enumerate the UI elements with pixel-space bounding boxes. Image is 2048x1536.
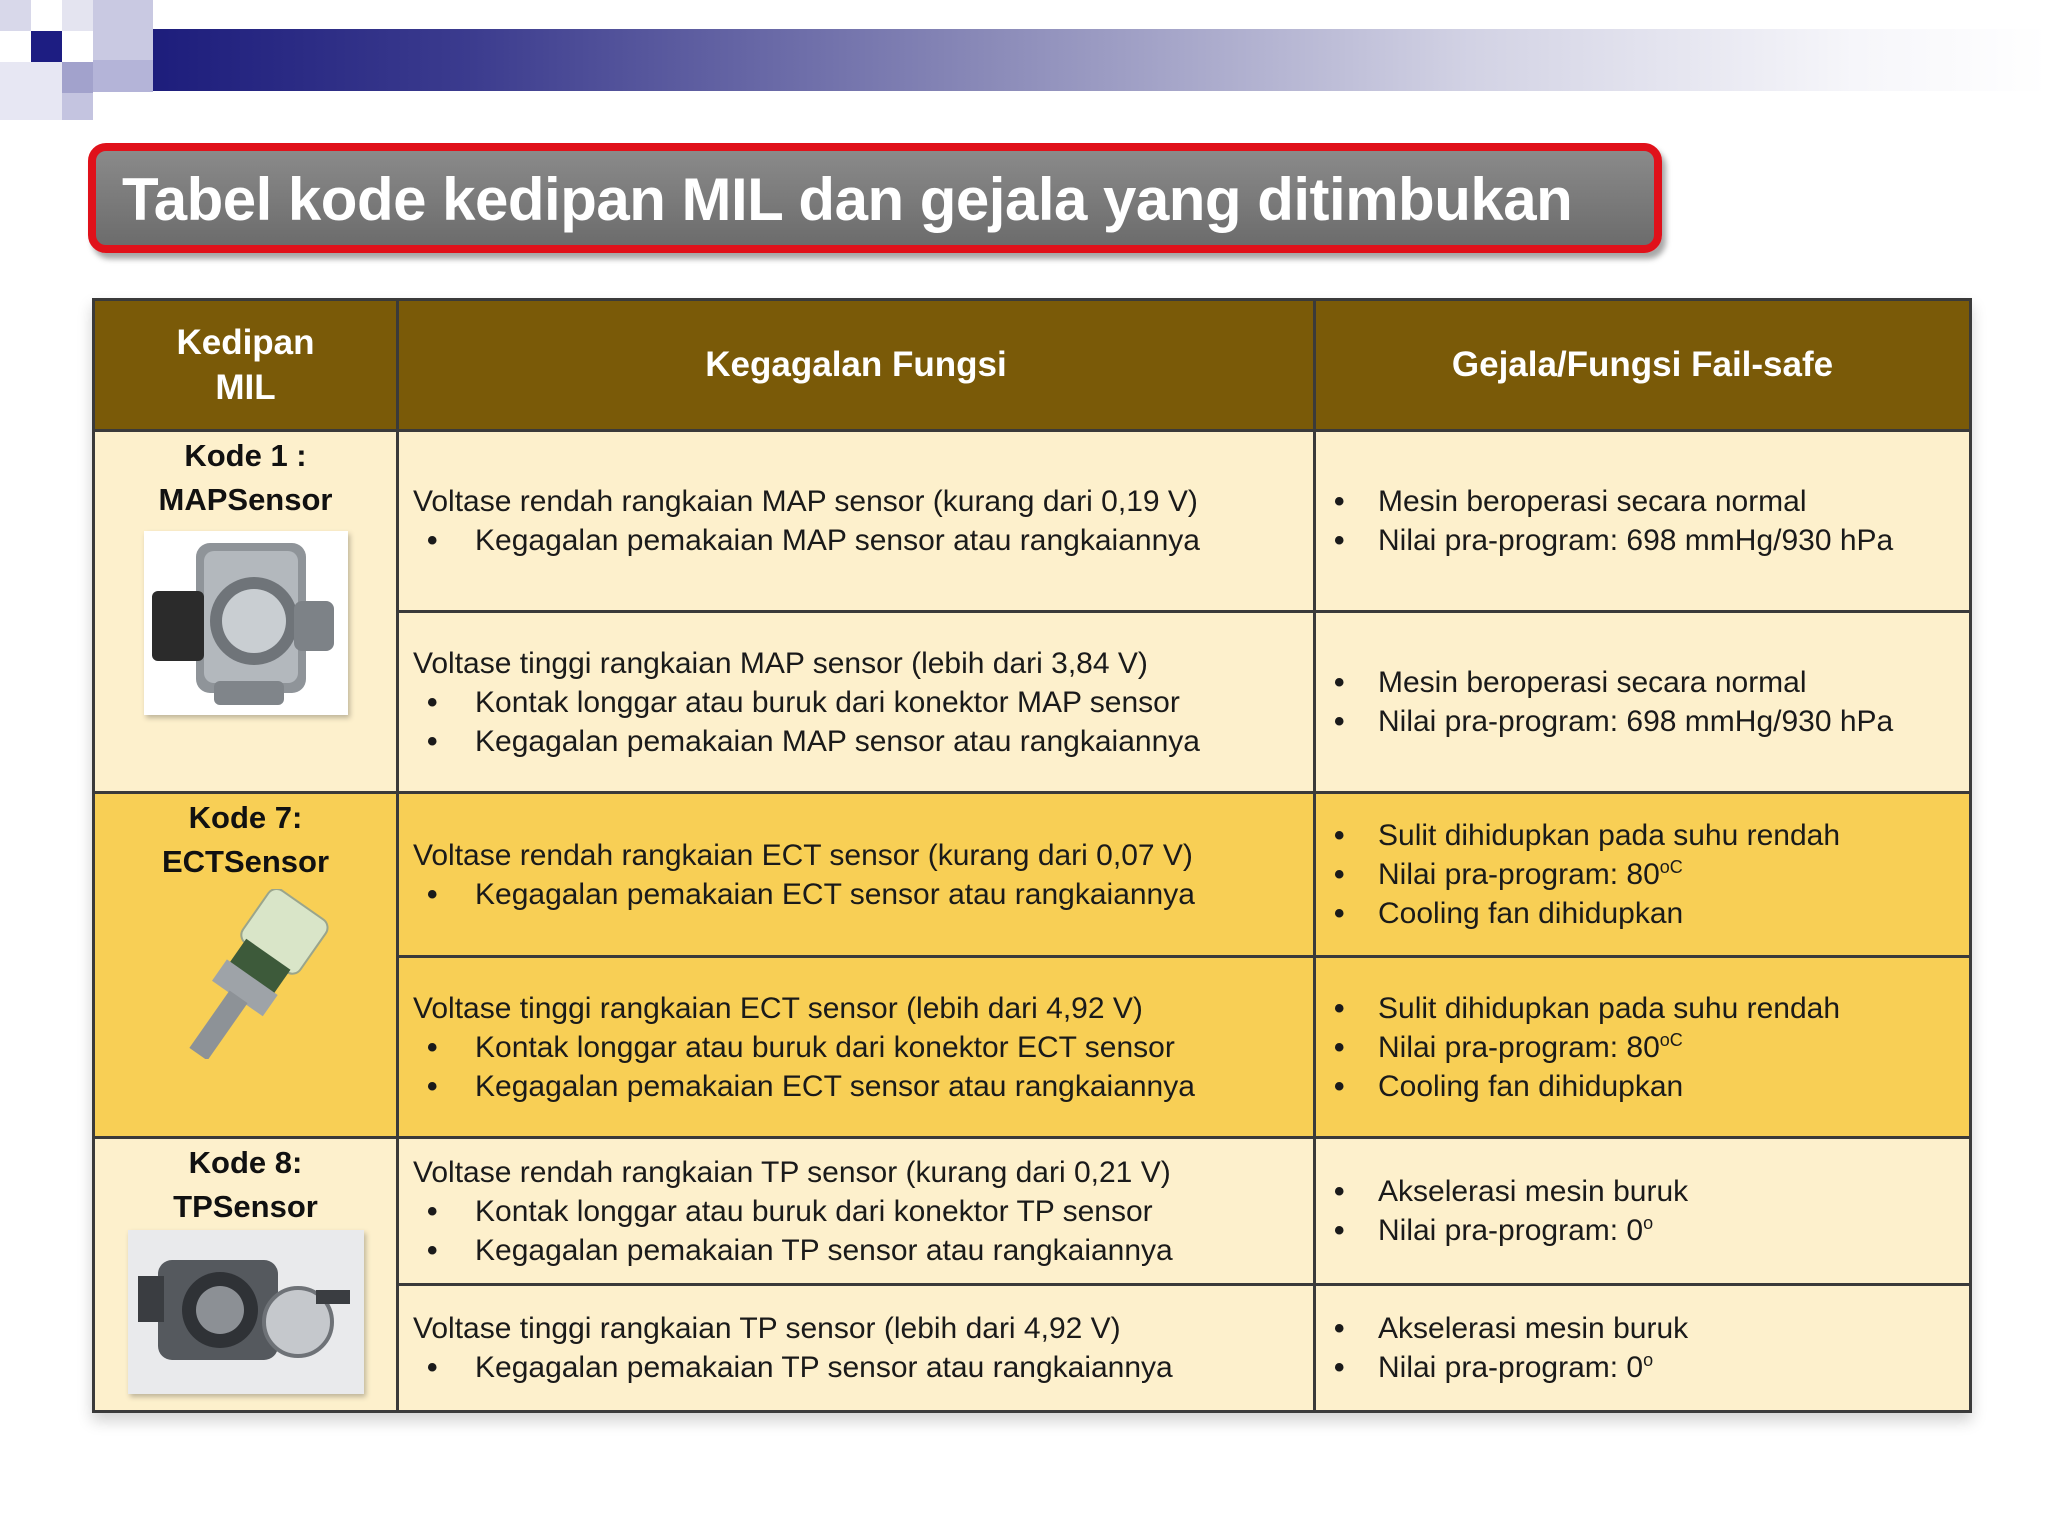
- failure-item: • Kontak longgar atau buruk dari konektor TP sensor: [413, 1192, 1313, 1231]
- symptom-item: • Sulit dihidupkan pada suhu rendah: [1316, 816, 1969, 855]
- symptom-cell: [1315, 1138, 1971, 1285]
- symptom-text: Nilai pra-program: 80: [1378, 858, 1660, 891]
- symptom-list: [1316, 1172, 1969, 1250]
- code-cell-tp: [94, 1138, 398, 1412]
- unit-sup: o: [1643, 1213, 1654, 1233]
- failure-lead: Voltase rendah rangkaian TP sensor (kurang dari 0,21 V): [413, 1155, 1171, 1189]
- symptom-cell: [1315, 1285, 1971, 1412]
- symptom-item: • Mesin beroperasi secara normal: [1316, 663, 1969, 702]
- decor-square: [93, 0, 153, 60]
- sensor-name: MAPSensor: [158, 482, 333, 518]
- failure-cell: [398, 957, 1315, 1138]
- failure-lead: Voltase rendah rangkaian ECT sensor (kurang dari 0,07 V): [413, 838, 1193, 872]
- header-line: Kedipan: [176, 322, 315, 362]
- unit-sup: oC: [1659, 1029, 1683, 1050]
- tp-sensor-image: [128, 1230, 364, 1394]
- unit-sup: o: [1643, 1350, 1654, 1370]
- symptom-item: • Nilai pra-program: 698 mmHg/930 hPa: [1316, 521, 1969, 560]
- failure-list: [413, 1348, 1313, 1387]
- failure-list: [413, 875, 1313, 914]
- decor-square: [0, 62, 62, 120]
- symptom-item: [1316, 1028, 1969, 1067]
- symptom-item: • Sulit dihidupkan pada suhu rendah: [1316, 989, 1969, 1028]
- failure-list: [413, 683, 1313, 761]
- mil-code-table: [92, 298, 1972, 1413]
- symptom-list: [1316, 1309, 1969, 1387]
- decor-square: [62, 62, 93, 93]
- symptom-text: Nilai pra-program: 0: [1378, 1214, 1644, 1247]
- map-sensor-image: [144, 531, 348, 715]
- failure-cell: [398, 431, 1315, 612]
- failure-list: [413, 1028, 1313, 1106]
- failure-lead: Voltase rendah rangkaian MAP sensor (kurang dari 0,19 V): [413, 485, 1198, 518]
- failure-cell: [398, 1138, 1315, 1285]
- slide-title: Tabel kode kedipan MIL dan gejala yang ditimbukan: [122, 166, 1573, 233]
- header-kegagalan-fungsi: Kegagalan Fungsi: [398, 300, 1315, 431]
- failure-lead: Voltase tinggi rangkaian TP sensor (lebih dari 4,92 V): [413, 1312, 1121, 1345]
- failure-lead: Voltase tinggi rangkaian MAP sensor (lebih dari 3,84 V): [413, 646, 1148, 680]
- symptom-item: [1316, 855, 1969, 894]
- decor-square: [62, 0, 93, 31]
- failure-item: • Kegagalan pemakaian TP sensor atau rangkaiannya: [413, 1348, 1313, 1387]
- symptom-text: Nilai pra-program: 0: [1378, 1351, 1644, 1384]
- header-line: MIL: [215, 368, 276, 407]
- decor-square: [31, 31, 62, 62]
- unit-sup: oC: [1659, 857, 1683, 877]
- failure-item: • Kegagalan pemakaian TP sensor atau rangkaiannya: [413, 1231, 1313, 1270]
- title-banner: [88, 143, 1662, 253]
- symptom-list: [1316, 989, 1969, 1106]
- symptom-list: [1316, 482, 1969, 560]
- decor-square: [0, 0, 31, 31]
- symptom-item: • Cooling fan dihidupkan: [1316, 894, 1969, 933]
- failure-item: • Kegagalan pemakaian ECT sensor atau rangkaiannya: [413, 1067, 1313, 1106]
- code-label: Kode 7:: [188, 800, 303, 835]
- failure-list: [413, 1192, 1313, 1270]
- table-row: [94, 1138, 1971, 1285]
- code-cell-map: [94, 431, 398, 793]
- sensor-name: TPSensor: [173, 1189, 318, 1225]
- code-label: Kode 1 :: [184, 438, 307, 473]
- failure-item: • Kegagalan pemakaian MAP sensor atau rangkaiannya: [413, 521, 1313, 560]
- failure-list: [413, 521, 1313, 560]
- header-gejala-fail-safe: Gejala/Fungsi Fail-safe: [1315, 300, 1971, 431]
- header-row: [94, 300, 1971, 431]
- decor-square: [62, 93, 93, 120]
- failure-item: • Kegagalan pemakaian MAP sensor atau rangkaiannya: [413, 722, 1313, 761]
- code-label: Kode 8:: [188, 1145, 303, 1180]
- symptom-cell: [1315, 431, 1971, 612]
- header-kedipan-mil: [94, 300, 398, 431]
- decor-square: [93, 60, 153, 92]
- failure-lead: Voltase tinggi rangkaian ECT sensor (lebih dari 4,92 V): [413, 991, 1143, 1025]
- symptom-item: • Cooling fan dihidupkan: [1316, 1067, 1969, 1106]
- symptom-item: • Akselerasi mesin buruk: [1316, 1309, 1969, 1348]
- symptom-cell: [1315, 793, 1971, 957]
- failure-item: • Kontak longgar atau buruk dari konektor MAP sensor: [413, 683, 1313, 722]
- symptom-item: • Mesin beroperasi secara normal: [1316, 482, 1969, 521]
- failure-cell: [398, 1285, 1315, 1412]
- symptom-cell: [1315, 612, 1971, 793]
- table-row: [94, 431, 1971, 612]
- symptom-list: [1316, 816, 1969, 933]
- symptom-item: [1316, 1348, 1969, 1387]
- failure-cell: [398, 612, 1315, 793]
- symptom-item: [1316, 1211, 1969, 1250]
- symptom-item: • Akselerasi mesin buruk: [1316, 1172, 1969, 1211]
- top-gradient-band: [120, 29, 2048, 91]
- table-row: [94, 793, 1971, 957]
- sensor-name: ECTSensor: [161, 844, 330, 880]
- symptom-list: [1316, 663, 1969, 741]
- failure-item: • Kontak longgar atau buruk dari konektor ECT sensor: [413, 1028, 1313, 1067]
- failure-item: • Kegagalan pemakaian ECT sensor atau rangkaiannya: [413, 875, 1313, 914]
- ect-sensor-image: [156, 889, 336, 1059]
- symptom-cell: [1315, 957, 1971, 1138]
- code-cell-ect: [94, 793, 398, 1138]
- symptom-text: Nilai pra-program: 80: [1378, 1030, 1660, 1064]
- failure-cell: [398, 793, 1315, 957]
- symptom-item: • Nilai pra-program: 698 mmHg/930 hPa: [1316, 702, 1969, 741]
